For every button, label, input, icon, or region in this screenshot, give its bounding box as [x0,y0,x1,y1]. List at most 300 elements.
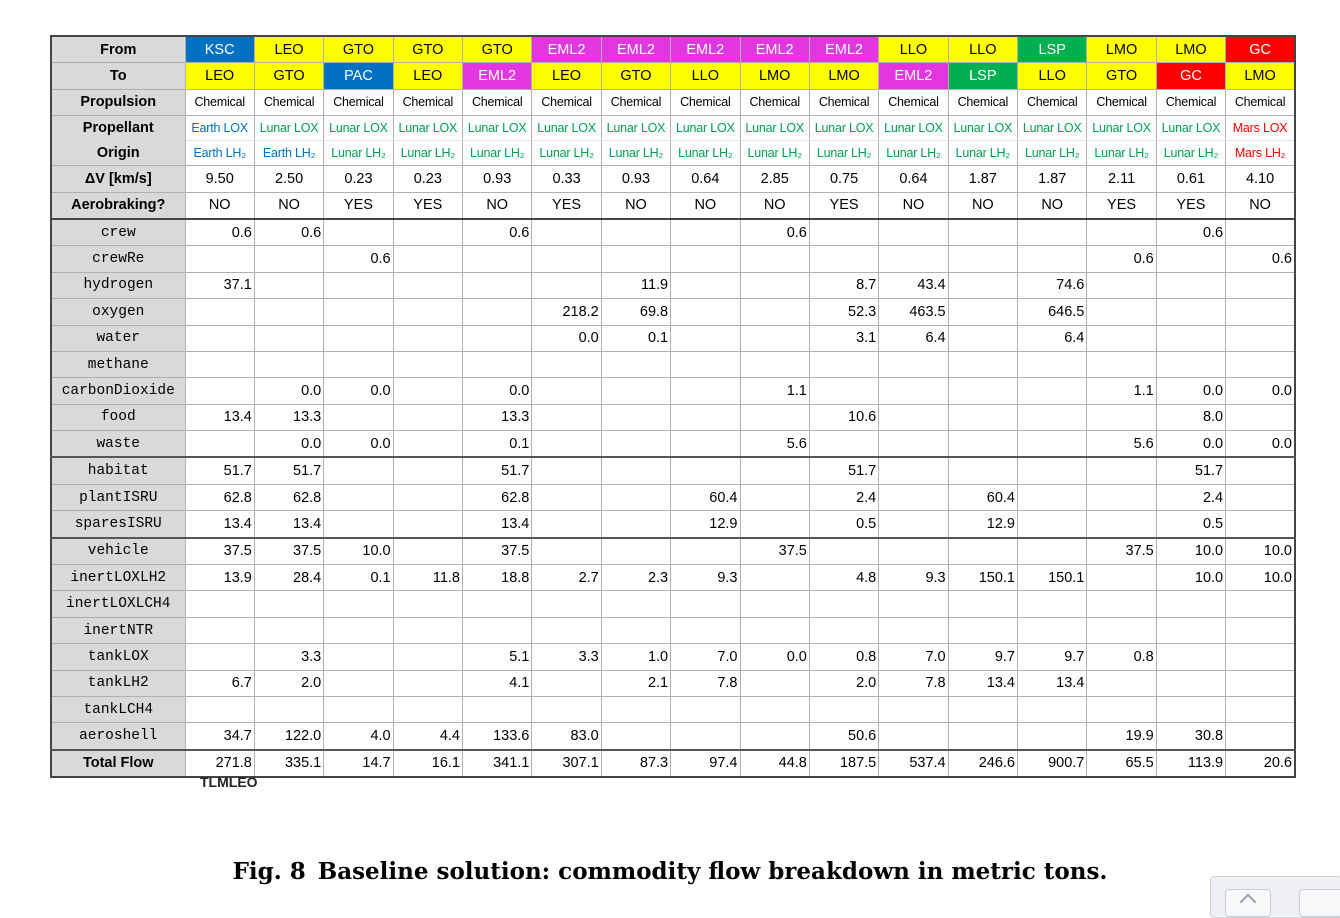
flow-value-cell: 60.4 [948,484,1017,510]
flow-value-cell [879,351,948,377]
flow-value-cell [1087,457,1156,484]
commodity-row [51,299,1295,325]
flow-value-cell: 28.4 [254,565,323,591]
flow-value-cell: 0.6 [254,219,323,246]
flow-value-cell: 0.0 [1156,378,1225,404]
to-node-cell: PAC [324,63,393,89]
flow-value-cell [740,272,809,298]
flow-value-cell [809,351,878,377]
flow-value-cell [1156,299,1225,325]
flow-value-cell [393,696,462,722]
flow-value-cell [393,591,462,617]
row-label-propellant: Propellant [51,116,185,141]
flow-value-cell [740,351,809,377]
flow-value-cell [1226,617,1295,643]
flow-value-cell [532,617,601,643]
flow-value-cell: 50.6 [809,723,878,750]
flow-value-cell [463,617,532,643]
flow-value-cell [809,617,878,643]
flow-value-cell [393,404,462,430]
aerobraking-cell: NO [254,192,323,219]
lox-origin-cell: Lunar LOX [463,116,532,141]
flow-value-cell [1087,272,1156,298]
delta-v-cell: 1.87 [1018,166,1087,192]
flow-value-cell: 6.7 [185,670,254,696]
lox-origin-cell: Lunar LOX [254,116,323,141]
commodity-row [51,484,1295,510]
commodity-row [51,511,1295,538]
lh2-origin-cell: Lunar LH₂ [879,141,948,166]
flow-value-cell: 2.0 [254,670,323,696]
flow-value-cell: 10.0 [324,538,393,565]
commodity-label: crew [51,219,185,246]
flow-value-cell [948,378,1017,404]
flow-value-cell [879,246,948,272]
flow-value-cell [393,219,462,246]
delta-v-cell: 2.11 [1087,166,1156,192]
to-node-cell: LLO [671,63,740,89]
total-flow-cell: 335.1 [254,750,323,777]
flow-value-cell: 122.0 [254,723,323,750]
flow-value-cell: 1.1 [740,378,809,404]
commodity-row [51,538,1295,565]
flow-value-cell [809,696,878,722]
flow-value-cell [671,246,740,272]
commodity-row [51,617,1295,643]
caption-label: Fig. 8 [232,858,306,885]
flow-value-cell: 646.5 [1018,299,1087,325]
commodity-label: sparesISRU [51,511,185,538]
commodity-label: plantISRU [51,484,185,510]
aerobraking-cell: NO [463,192,532,219]
flow-value-cell [740,457,809,484]
flow-value-cell: 1.0 [601,644,670,670]
flow-value-cell [393,299,462,325]
flow-value-cell: 6.4 [1018,325,1087,351]
flow-value-cell [1087,484,1156,510]
flow-value-cell: 463.5 [879,299,948,325]
lh2-origin-cell: Lunar LH₂ [532,141,601,166]
flow-value-cell [1226,351,1295,377]
commodity-row [51,378,1295,404]
flow-value-cell: 0.8 [1087,644,1156,670]
flow-value-cell: 8.0 [1156,404,1225,430]
lh2-origin-cell: Lunar LH₂ [1087,141,1156,166]
flow-value-cell: 10.0 [1156,538,1225,565]
flow-value-cell: 4.4 [393,723,462,750]
propulsion-cell: Chemical [671,89,740,115]
flow-value-cell [879,378,948,404]
aerobraking-cell: NO [601,192,670,219]
table-body [51,36,1295,777]
flow-value-cell: 13.4 [185,404,254,430]
lox-origin-cell: Lunar LOX [532,116,601,141]
to-node-cell: LMO [809,63,878,89]
corner-toolbar[interactable] [1210,876,1340,918]
from-node-cell: EML2 [740,36,809,63]
flow-value-cell [324,351,393,377]
commodity-row [51,670,1295,696]
flow-value-cell [601,246,670,272]
flow-value-cell [324,272,393,298]
flow-value-cell [1018,351,1087,377]
delta-v-cell: 0.33 [532,166,601,192]
flow-value-cell [740,246,809,272]
flow-value-cell: 37.1 [185,272,254,298]
commodity-label: waste [51,431,185,458]
flow-value-cell [879,591,948,617]
flow-value-cell: 51.7 [185,457,254,484]
lh2-origin-cell: Lunar LH₂ [809,141,878,166]
flow-value-cell [601,378,670,404]
flow-value-cell [1018,484,1087,510]
flow-value-cell [1087,617,1156,643]
flow-value-cell [324,219,393,246]
flow-value-cell: 0.1 [601,325,670,351]
flow-value-cell: 0.6 [1226,246,1295,272]
total-flow-cell: 307.1 [532,750,601,777]
lh2-origin-cell: Lunar LH₂ [1156,141,1225,166]
propulsion-cell: Chemical [809,89,878,115]
flow-value-cell [1018,696,1087,722]
flow-value-cell [1087,670,1156,696]
flow-value-cell [740,565,809,591]
flow-value-cell [1087,511,1156,538]
flow-value-cell [671,538,740,565]
flow-value-cell [879,511,948,538]
delta-v-cell: 9.50 [185,166,254,192]
commodity-label: inertLOXLH2 [51,565,185,591]
flow-value-cell [463,325,532,351]
flow-value-cell [393,670,462,696]
flow-value-cell [532,404,601,430]
row-label-aerobraking: Aerobraking? [51,192,185,219]
flow-value-cell [601,723,670,750]
propulsion-cell: Chemical [1087,89,1156,115]
flow-value-cell [879,219,948,246]
scroll-up-button[interactable] [1225,889,1271,917]
flow-value-cell [809,591,878,617]
flow-value-cell [740,696,809,722]
commodity-row [51,723,1295,750]
flow-value-cell [1087,299,1156,325]
flow-value-cell [393,431,462,458]
flow-value-cell [393,325,462,351]
flow-value-cell: 0.6 [1087,246,1156,272]
flow-value-cell: 0.1 [463,431,532,458]
flow-value-cell [948,325,1017,351]
commodity-row [51,246,1295,272]
flow-value-cell: 19.9 [1087,723,1156,750]
lh2-origin-cell: Lunar LH₂ [324,141,393,166]
flow-value-cell [1018,723,1087,750]
delta-v-cell: 0.64 [879,166,948,192]
propulsion-cell: Chemical [879,89,948,115]
aerobraking-cell: YES [809,192,878,219]
flow-value-cell [324,299,393,325]
row-label-total-flow: Total Flow [51,750,185,777]
from-node-cell: GTO [463,36,532,63]
lox-origin-cell: Lunar LOX [948,116,1017,141]
commodity-row [51,644,1295,670]
flow-value-cell [1226,670,1295,696]
flow-value-cell: 11.9 [601,272,670,298]
propulsion-cell: Chemical [601,89,670,115]
aerobraking-cell: NO [948,192,1017,219]
flow-value-cell [1018,617,1087,643]
commodity-label: tankLH2 [51,670,185,696]
propulsion-cell: Chemical [1226,89,1295,115]
flow-value-cell: 150.1 [1018,565,1087,591]
flow-value-cell [601,457,670,484]
lox-origin-cell: Mars LOX [1226,116,1295,141]
flow-value-cell: 69.8 [601,299,670,325]
flow-value-cell: 10.0 [1156,565,1225,591]
flow-value-cell [1087,351,1156,377]
flow-value-cell: 62.8 [185,484,254,510]
flow-value-cell: 12.9 [671,511,740,538]
to-node-cell: LEO [185,63,254,89]
flow-value-cell [948,538,1017,565]
flow-value-cell [1018,404,1087,430]
flow-value-cell [254,696,323,722]
flow-value-cell [740,617,809,643]
total-flow-cell: 246.6 [948,750,1017,777]
flow-value-cell: 0.0 [324,431,393,458]
propulsion-cell: Chemical [532,89,601,115]
flow-value-cell [1087,565,1156,591]
from-node-cell: LLO [879,36,948,63]
flow-value-cell: 0.0 [254,431,323,458]
flow-value-cell: 0.1 [324,565,393,591]
flow-value-cell: 13.4 [463,511,532,538]
flow-value-cell [809,246,878,272]
propulsion-cell: Chemical [254,89,323,115]
flow-value-cell: 13.3 [254,404,323,430]
aerobraking-cell: YES [1087,192,1156,219]
flow-value-cell [1226,457,1295,484]
flow-value-cell [393,484,462,510]
flow-value-cell: 133.6 [463,723,532,750]
propulsion-cell: Chemical [185,89,254,115]
flow-value-cell: 0.6 [185,219,254,246]
flow-value-cell [1156,272,1225,298]
flow-value-cell [1226,299,1295,325]
flow-value-cell [185,299,254,325]
to-node-cell: GTO [254,63,323,89]
flow-value-cell [1226,696,1295,722]
lh2-origin-cell: Mars LH₂ [1226,141,1295,166]
flow-value-cell [948,299,1017,325]
commodity-label: tankLOX [51,644,185,670]
flow-value-cell: 0.5 [1156,511,1225,538]
flow-value-cell [740,511,809,538]
flow-value-cell [185,325,254,351]
flow-value-cell [671,219,740,246]
aerobraking-cell: YES [324,192,393,219]
aerobraking-cell: NO [740,192,809,219]
flow-value-cell: 9.3 [879,565,948,591]
flow-value-cell: 218.2 [532,299,601,325]
total-flow-cell: 44.8 [740,750,809,777]
flow-value-cell [185,246,254,272]
row-label-delta-v: ΔV [km/s] [51,166,185,192]
flow-value-cell: 2.7 [532,565,601,591]
footnote-tlmleo: TLMLEO [200,774,258,790]
flow-value-cell [948,404,1017,430]
flow-value-cell: 2.1 [601,670,670,696]
flow-value-cell [1156,325,1225,351]
delta-v-cell: 2.85 [740,166,809,192]
flow-value-cell [879,404,948,430]
aerobraking-cell: NO [1226,192,1295,219]
flow-value-cell: 5.1 [463,644,532,670]
from-node-cell: LEO [254,36,323,63]
flow-value-cell: 9.7 [1018,644,1087,670]
commodity-row [51,591,1295,617]
flow-value-cell: 37.5 [463,538,532,565]
flow-value-cell: 11.8 [393,565,462,591]
total-flow-cell: 14.7 [324,750,393,777]
flow-value-cell: 0.6 [463,219,532,246]
flow-value-cell [532,431,601,458]
flow-value-cell [463,591,532,617]
propulsion-cell: Chemical [740,89,809,115]
flow-value-cell [1087,696,1156,722]
commodity-label: food [51,404,185,430]
commodity-label: aeroshell [51,723,185,750]
from-node-cell: KSC [185,36,254,63]
flow-value-cell [740,591,809,617]
flow-value-cell [671,325,740,351]
flow-value-cell: 34.7 [185,723,254,750]
flow-value-cell: 0.0 [254,378,323,404]
flow-value-cell [671,591,740,617]
flow-value-cell [1226,404,1295,430]
flow-value-cell: 0.6 [324,246,393,272]
flow-value-cell [879,484,948,510]
flow-value-cell [601,617,670,643]
lh2-origin-cell: Lunar LH₂ [740,141,809,166]
row-label-propulsion: Propulsion [51,89,185,115]
flow-value-cell [601,404,670,430]
total-flow-cell: 271.8 [185,750,254,777]
row-delta-v [51,166,1295,192]
flow-value-cell [254,351,323,377]
flow-value-cell [463,272,532,298]
flow-value-cell [671,299,740,325]
flow-value-cell: 10.0 [1226,565,1295,591]
total-flow-cell: 16.1 [393,750,462,777]
flow-value-cell: 62.8 [254,484,323,510]
flow-value-cell [393,246,462,272]
flow-value-cell: 51.7 [254,457,323,484]
flow-value-cell [740,723,809,750]
flow-value-cell [948,272,1017,298]
total-flow-cell: 900.7 [1018,750,1087,777]
to-node-cell: EML2 [879,63,948,89]
flow-value-cell [532,696,601,722]
row-from [51,36,1295,63]
flow-value-cell [532,272,601,298]
flow-value-cell [740,404,809,430]
row-label-origin: Origin [51,141,185,166]
flow-value-cell: 10.0 [1226,538,1295,565]
flow-value-cell [879,431,948,458]
delta-v-cell: 2.50 [254,166,323,192]
lox-origin-cell: Lunar LOX [809,116,878,141]
from-node-cell: GTO [324,36,393,63]
flow-value-cell [324,325,393,351]
total-flow-cell: 20.6 [1226,750,1295,777]
lox-origin-cell: Lunar LOX [1018,116,1087,141]
flow-value-cell: 4.0 [324,723,393,750]
flow-value-cell: 0.0 [324,378,393,404]
flow-value-cell [601,591,670,617]
flow-value-cell [393,378,462,404]
flow-value-cell [1087,325,1156,351]
flow-value-cell: 6.4 [879,325,948,351]
flow-value-cell [393,457,462,484]
lox-origin-cell: Lunar LOX [393,116,462,141]
flow-value-cell [809,431,878,458]
flow-value-cell [1018,431,1087,458]
flow-value-cell: 5.6 [1087,431,1156,458]
to-node-cell: GTO [601,63,670,89]
from-node-cell: EML2 [671,36,740,63]
flow-value-cell: 5.6 [740,431,809,458]
lh2-origin-cell: Lunar LH₂ [393,141,462,166]
delta-v-cell: 0.23 [393,166,462,192]
flow-value-cell [601,511,670,538]
commodity-label: tankLCH4 [51,696,185,722]
lox-origin-cell: Lunar LOX [879,116,948,141]
flow-value-cell [254,246,323,272]
propulsion-cell: Chemical [324,89,393,115]
flow-value-cell: 0.0 [740,644,809,670]
toolbar-button[interactable] [1299,889,1340,917]
propulsion-cell: Chemical [948,89,1017,115]
flow-value-cell: 13.4 [948,670,1017,696]
aerobraking-cell: NO [671,192,740,219]
lh2-origin-cell: Lunar LH₂ [463,141,532,166]
flow-value-cell [254,325,323,351]
total-flow-cell: 187.5 [809,750,878,777]
flow-value-cell: 4.1 [463,670,532,696]
propulsion-cell: Chemical [1156,89,1225,115]
flow-value-cell [532,538,601,565]
flow-value-cell [1018,511,1087,538]
flow-value-cell [879,457,948,484]
commodity-row [51,272,1295,298]
flow-value-cell: 83.0 [532,723,601,750]
flow-value-cell: 13.4 [1018,670,1087,696]
from-node-cell: LSP [1018,36,1087,63]
flow-value-cell [809,219,878,246]
flow-value-cell [879,723,948,750]
flow-value-cell [324,457,393,484]
flow-value-cell [185,644,254,670]
delta-v-cell: 0.93 [601,166,670,192]
flow-value-cell: 7.8 [879,670,948,696]
commodity-label: water [51,325,185,351]
commodity-label: methane [51,351,185,377]
to-node-cell: LMO [1226,63,1295,89]
commodity-row [51,565,1295,591]
flow-value-cell [393,538,462,565]
total-flow-cell: 97.4 [671,750,740,777]
row-to [51,63,1295,89]
